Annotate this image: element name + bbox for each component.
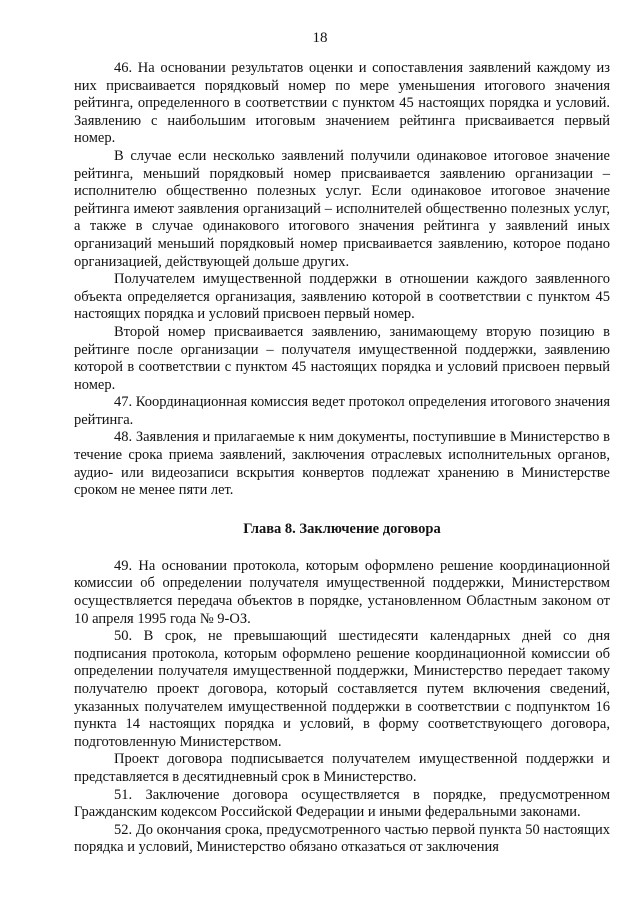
paragraph-47: 47. Координационная комиссия ведет протокол определения итогового значения рейтинга. (74, 394, 610, 428)
paragraph-50-draft-signing: Проект договора подписывается получателем имущественной поддержки и представляется в десятидневный срок в Министерство. (74, 751, 610, 785)
paragraph-50: 50. В срок, не превышающий шестидесяти календарных дней со дня подписания протокола, которым оформлено решение координационной комиссии об определении получателя имущественной поддержки, Министерство передает такому получателю проект договора, который составляется путем включения сведений, указанных получателем имущественной поддержки в соответствии с подпунктом 16 пункта 14 настоящих порядка и условий, в форму соответствующего договора, подготовленную Министерством. (74, 628, 610, 750)
paragraph-46-recipient: Получателем имущественной поддержки в отношении каждого заявленного объекта определяется организация, заявлению которой в соответствии с пунктом 45 настоящих порядка и условий присвоен первый номер. (74, 271, 610, 323)
paragraph-48: 48. Заявления и прилагаемые к ним документы, поступившие в Министерство в течение срока приема заявлений, заключения отраслевых исполнительных органов, аудио- или видеозаписи вскрытия конвертов подлежат хранению в Министерстве сроком не менее пяти лет. (74, 429, 610, 499)
paragraph-46-second-number: Второй номер присваивается заявлению, занимающему вторую позицию в рейтинге после организации – получателя имущественной поддержки, заявлению которой в соответствии с пунктом 45 настоящих порядка и условий присвоен первый номер. (74, 323, 610, 393)
chapter-heading: Глава 8. Заключение договора (243, 520, 441, 537)
page-number: 18 (312, 30, 328, 46)
paragraph-51: 51. Заключение договора осуществляется в порядке, предусмотренном Гражданским кодексом Российской Федерации и иными федеральными законами. (74, 786, 610, 821)
paragraph-49: 49. На основании протокола, которым оформлено решение координационной комиссии об определении получателя имущественной поддержки, Министерством осуществляется передача объектов в порядке, установленном Областным законом от 10 апреля 1995 года № 9-ОЗ. (74, 557, 610, 627)
paragraph-46: 46. На основании результатов оценки и сопоставления заявлений каждому из них присваивается порядковый номер по мере уменьшения итогового значения рейтинга, определенного в соответствии с пунктом 45 настоящих порядка и условий. Заявлению с наибольшим итоговым значением рейтинга присваивается первый номер. (74, 60, 610, 147)
paragraph-52: 52. До окончания срока, предусмотренного частью первой пункта 50 настоящих порядка и условий, Министерство обязано отказаться от заключения (74, 821, 610, 856)
page-content (74, 60, 610, 857)
paragraph-46-tie-rule: В случае если несколько заявлений получили одинаковое итоговое значение рейтинга, меньший порядковый номер присваивается заявлению организации – исполнителю общественно полезных услуг. Если одинаковое итоговое значение рейтинга имеют заявления организаций – исполнителей общественно полезных услуг, а также в случае одинакового итогового значения рейтинга у заявлений иных организаций меньший порядковый номер присваивается заявлению, которое подано организацией, действующей дольше других. (74, 147, 610, 270)
